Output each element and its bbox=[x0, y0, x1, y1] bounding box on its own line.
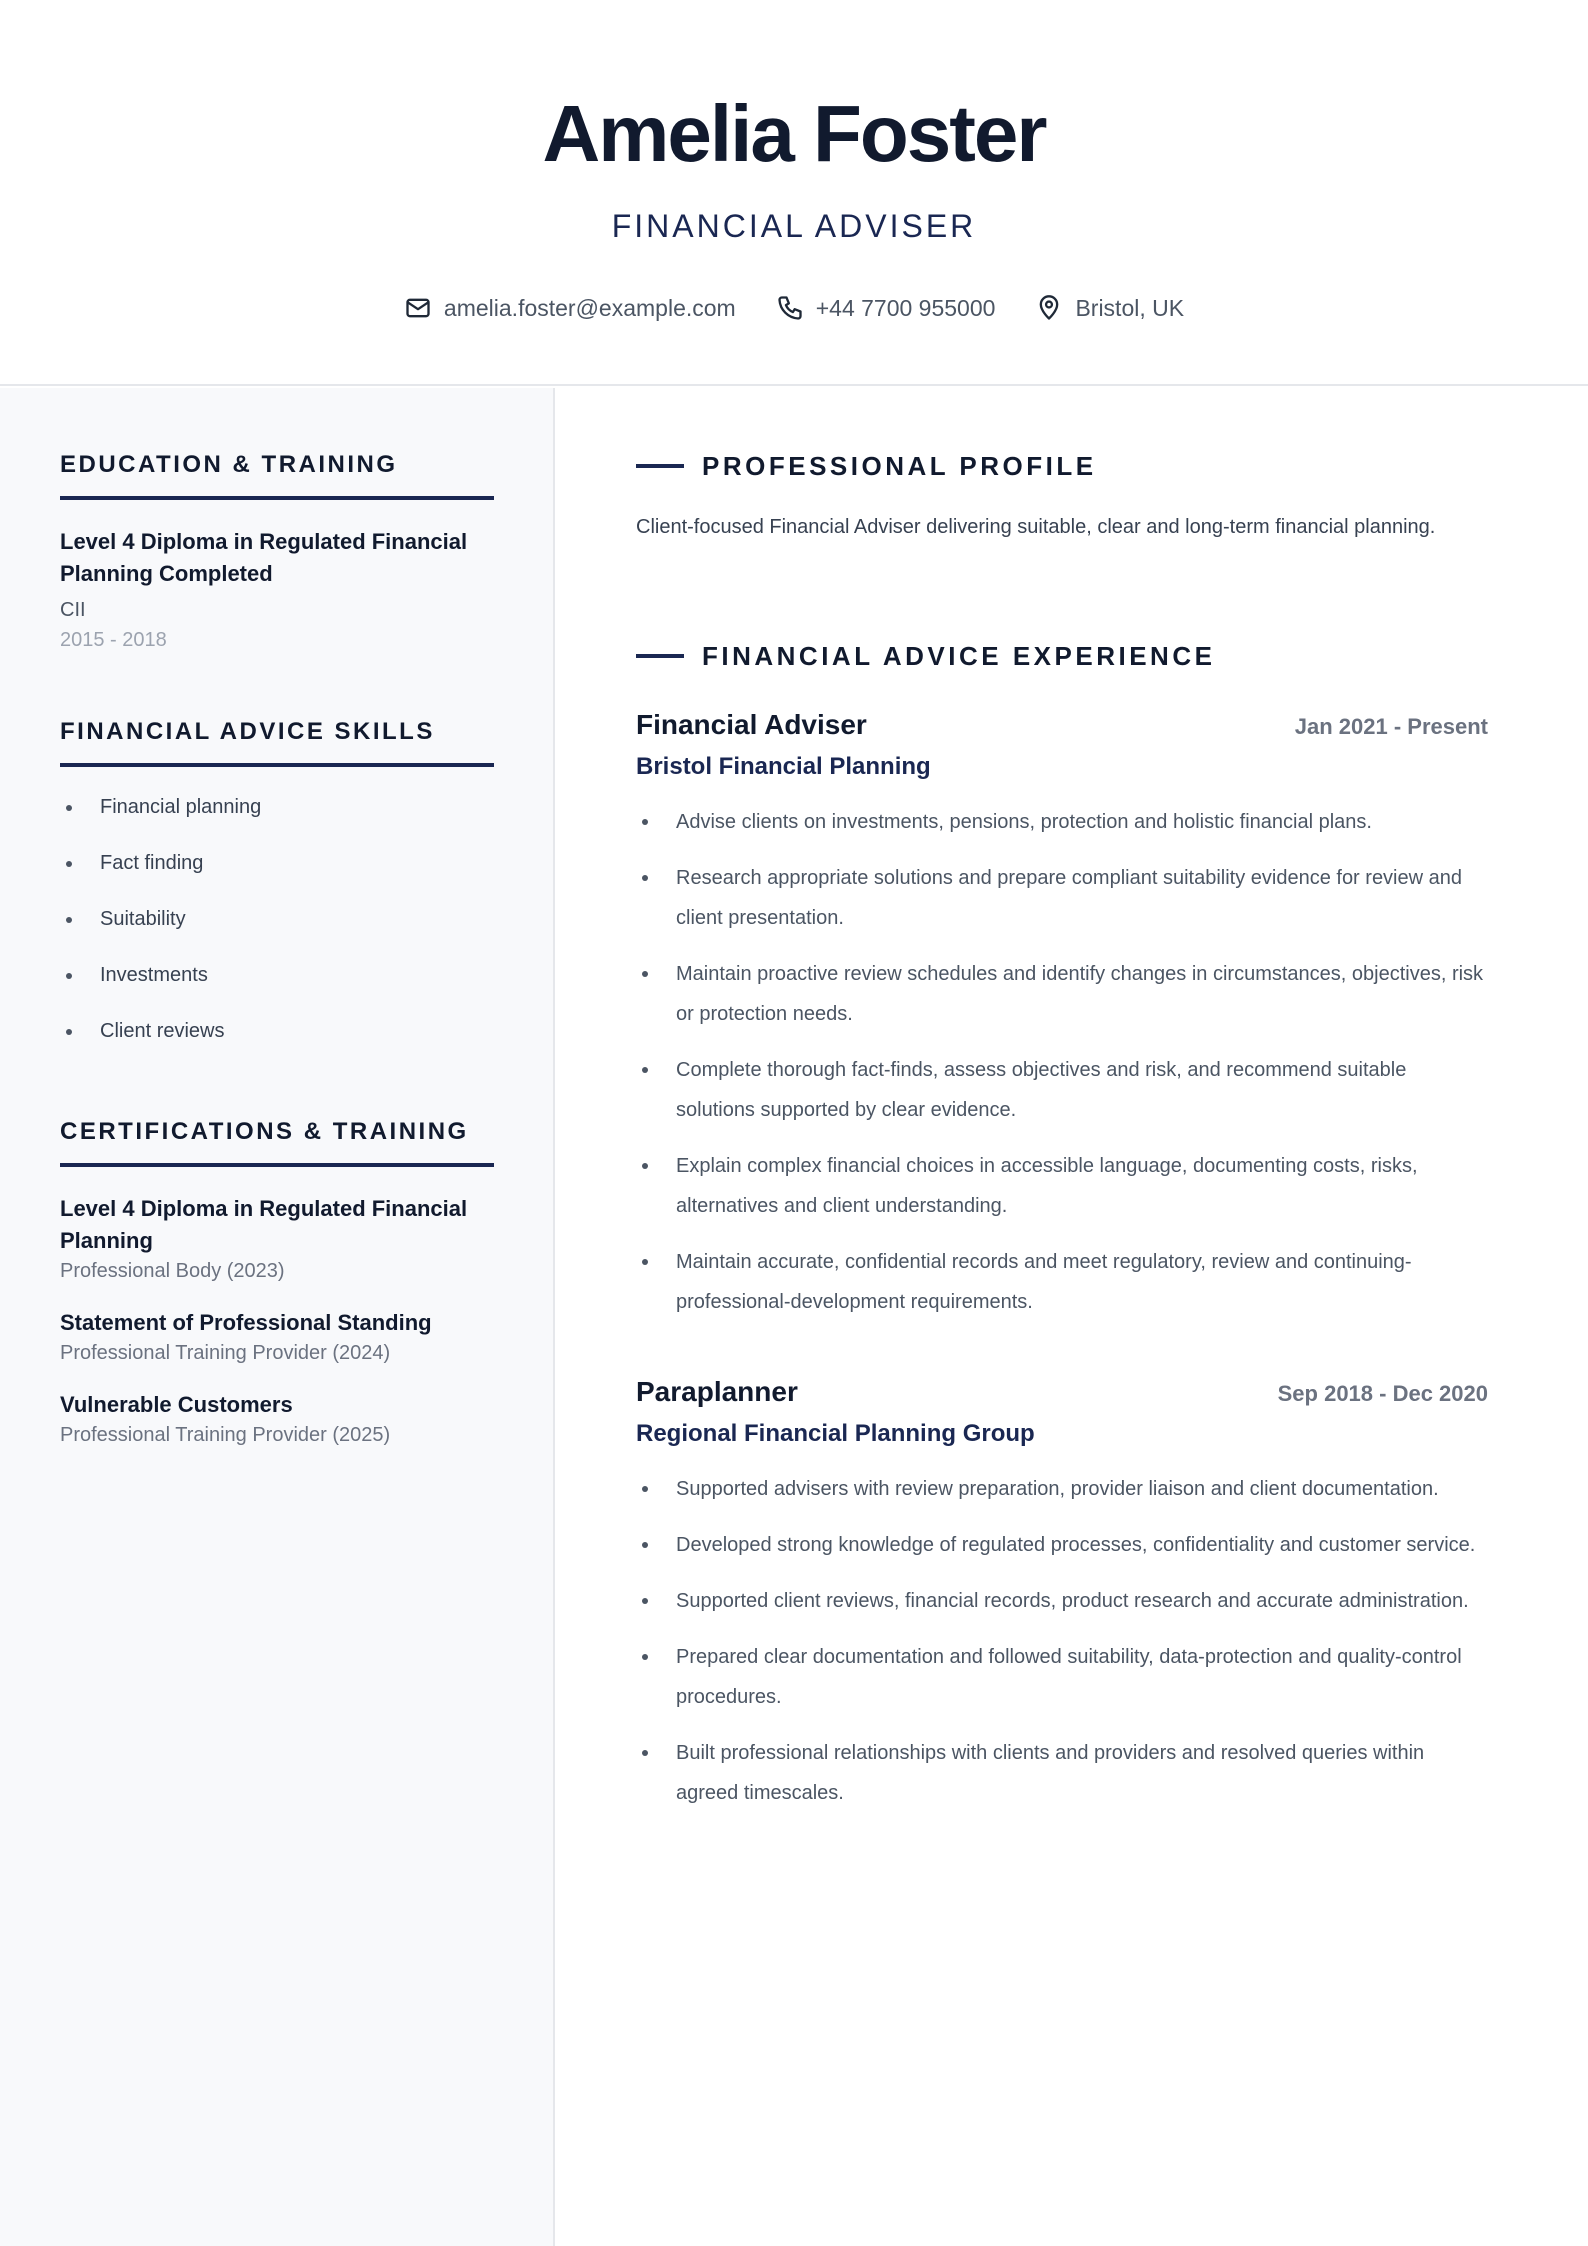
certification-name: Vulnerable Customers bbox=[60, 1392, 293, 1417]
education-school: CII bbox=[60, 599, 86, 621]
certification-meta: Professional Training Provider (2024) bbox=[60, 1342, 391, 1364]
certifications-title: CERTIFICATIONS & TRAINING bbox=[60, 1115, 494, 1167]
job-bullet: Prepared clear documentation and followed suitability, data-protection and quality-control procedures. bbox=[636, 1637, 1488, 1717]
job-bullet: Supported client reviews, financial records, product research and accurate administration. bbox=[636, 1581, 1488, 1621]
job-entry bbox=[636, 706, 1488, 1338]
profile-text: Client-focused Financial Adviser delivering suitable, clear and long-term financial planning. bbox=[636, 516, 1436, 538]
certification-item bbox=[60, 1307, 494, 1367]
job-title: Paraplanner bbox=[636, 1376, 798, 1407]
education-years: 2015 - 2018 bbox=[60, 629, 167, 651]
candidate-role: FINANCIAL ADVISER bbox=[611, 208, 977, 244]
profile-heading bbox=[636, 448, 1488, 484]
job-bullet: Built professional relationships with clients and providers and resolved queries within agreed timescales. bbox=[636, 1733, 1488, 1813]
phone-icon bbox=[776, 294, 804, 322]
certifications-section bbox=[60, 1115, 494, 1449]
skill-item: Client reviews bbox=[60, 1017, 494, 1045]
skills-list bbox=[60, 793, 494, 1045]
job-bullet: Developed strong knowledge of regulated processes, confidentiality and customer service. bbox=[636, 1525, 1488, 1565]
education-degree: Level 4 Diploma in Regulated Financial Planning Completed bbox=[60, 529, 468, 586]
contact-bar bbox=[0, 290, 1588, 326]
contact-email[interactable] bbox=[404, 290, 736, 326]
contact-phone[interactable] bbox=[776, 290, 996, 326]
job-bullet: Research appropriate solutions and prepare compliant suitability evidence for review and client presentation. bbox=[636, 858, 1488, 938]
profile-section bbox=[636, 448, 1488, 544]
job-title: Financial Adviser bbox=[636, 709, 867, 740]
job-header bbox=[636, 706, 1488, 746]
heading-accent-bar bbox=[636, 464, 684, 468]
job-header bbox=[636, 1373, 1488, 1413]
certification-meta: Professional Body (2023) bbox=[60, 1260, 285, 1282]
experience-section bbox=[636, 638, 1488, 674]
job-bullet: Explain complex financial choices in accessible language, documenting costs, risks, alternatives and client understanding. bbox=[636, 1146, 1488, 1226]
certification-name: Statement of Professional Standing bbox=[60, 1310, 432, 1335]
candidate-name: Amelia Foster bbox=[542, 89, 1046, 178]
certification-item bbox=[60, 1389, 494, 1449]
certification-name: Level 4 Diploma in Regulated Financial Planning bbox=[60, 1196, 468, 1253]
job-company: Regional Financial Planning Group bbox=[636, 1420, 1035, 1447]
job-bullets bbox=[636, 1469, 1488, 1813]
certification-meta: Professional Training Provider (2025) bbox=[60, 1424, 391, 1446]
experience-heading bbox=[636, 638, 1488, 674]
job-bullet: Advise clients on investments, pensions, protection and holistic financial plans. bbox=[636, 802, 1488, 842]
skill-item: Investments bbox=[60, 961, 494, 989]
resume-header bbox=[0, 0, 1588, 386]
certification-item bbox=[60, 1193, 494, 1285]
job-dates: Sep 2018 - Dec 2020 bbox=[1277, 1381, 1488, 1406]
contact-location bbox=[1035, 290, 1184, 326]
skills-title: FINANCIAL ADVICE SKILLS bbox=[60, 715, 494, 767]
skills-section bbox=[60, 715, 494, 1073]
education-section bbox=[60, 448, 494, 654]
heading-accent-bar bbox=[636, 654, 684, 658]
contact-phone-text: +44 7700 955000 bbox=[815, 295, 996, 321]
skill-item: Financial planning bbox=[60, 793, 494, 821]
job-bullet: Maintain proactive review schedules and identify changes in circumstances, objectives, risk or protection needs. bbox=[636, 954, 1488, 1034]
education-title: EDUCATION & TRAINING bbox=[60, 448, 494, 500]
job-entry bbox=[636, 1373, 1488, 1829]
job-bullet: Complete thorough fact-finds, assess objectives and risk, and recommend suitable solutions supported by clear evidence. bbox=[636, 1050, 1488, 1130]
experience-title: FINANCIAL ADVICE EXPERIENCE bbox=[702, 641, 1216, 671]
mail-icon bbox=[404, 294, 432, 322]
profile-title: PROFESSIONAL PROFILE bbox=[702, 451, 1097, 481]
skill-item: Suitability bbox=[60, 905, 494, 933]
location-pin-icon bbox=[1035, 294, 1063, 322]
job-bullets bbox=[636, 802, 1488, 1322]
job-company: Bristol Financial Planning bbox=[636, 753, 931, 780]
contact-email-text: amelia.foster@example.com bbox=[443, 295, 736, 321]
job-bullet: Supported advisers with review preparation, provider liaison and client documentation. bbox=[636, 1469, 1488, 1509]
contact-location-text: Bristol, UK bbox=[1075, 295, 1185, 321]
job-bullet: Maintain accurate, confidential records and meet regulatory, review and continuing-professional-development requirements. bbox=[636, 1242, 1488, 1322]
skill-item: Fact finding bbox=[60, 849, 494, 877]
sidebar bbox=[0, 388, 555, 2246]
job-dates: Jan 2021 - Present bbox=[1294, 714, 1488, 739]
